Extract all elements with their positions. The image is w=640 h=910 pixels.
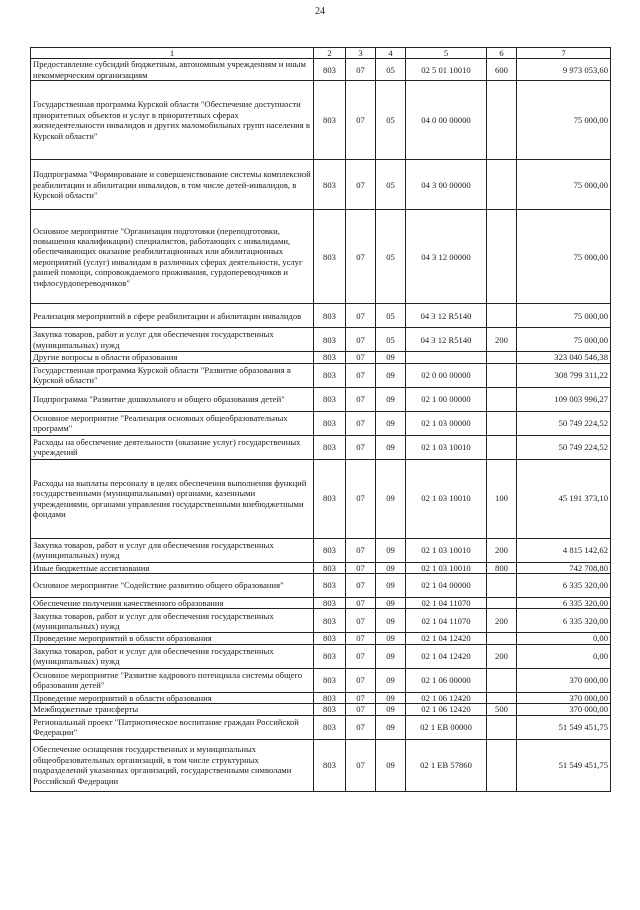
row-code-2: 803 bbox=[314, 304, 346, 328]
row-code-6 bbox=[487, 210, 517, 304]
row-code-2: 803 bbox=[314, 459, 346, 538]
table-row bbox=[31, 459, 611, 538]
row-code-3: 07 bbox=[346, 739, 376, 791]
row-code-4: 09 bbox=[376, 704, 406, 715]
row-amount: 45 191 373,10 bbox=[517, 459, 611, 538]
table-row bbox=[31, 160, 611, 210]
row-amount: 75 000,00 bbox=[517, 81, 611, 160]
table-row bbox=[31, 715, 611, 739]
header-cell: 2 bbox=[314, 48, 346, 59]
row-amount: 9 973 053,60 bbox=[517, 59, 611, 81]
row-amount: 6 335 320,00 bbox=[517, 609, 611, 633]
row-code-2: 803 bbox=[314, 59, 346, 81]
row-amount: 75 000,00 bbox=[517, 160, 611, 210]
header-cell: 3 bbox=[346, 48, 376, 59]
row-code-6: 200 bbox=[487, 328, 517, 352]
row-code-6 bbox=[487, 411, 517, 435]
row-code-4: 09 bbox=[376, 574, 406, 598]
row-code-6 bbox=[487, 598, 517, 609]
row-code-4: 09 bbox=[376, 633, 406, 644]
row-name-cell: Закупка товаров, работ и услуг для обеспечения государственных (муниципальных) нужд bbox=[31, 328, 314, 352]
row-name-cell: Закупка товаров, работ и услуг для обеспечения государственных (муниципальных) нужд bbox=[31, 609, 314, 633]
row-code-6 bbox=[487, 633, 517, 644]
row-code-6 bbox=[487, 160, 517, 210]
row-name-cell: Государственная программа Курской области "Обеспечение доступности приоритетных объектов и услуг в приоритетных сферах жизнедеятельности инвалидов и других маломобильных групп населения в Курской области" bbox=[31, 81, 314, 160]
row-code-2: 803 bbox=[314, 644, 346, 668]
row-code-6 bbox=[487, 387, 517, 411]
row-code-3: 07 bbox=[346, 692, 376, 703]
row-code-5: 02 1 06 00000 bbox=[406, 668, 487, 692]
table-row bbox=[31, 668, 611, 692]
row-name-cell: Межбюджетные трансферты bbox=[31, 704, 314, 715]
row-code-6 bbox=[487, 435, 517, 459]
row-code-5: 02 1 04 00000 bbox=[406, 574, 487, 598]
row-code-5: 02 1 03 10010 bbox=[406, 538, 487, 562]
row-amount: 0,00 bbox=[517, 644, 611, 668]
row-amount: 0,00 bbox=[517, 633, 611, 644]
row-code-4: 09 bbox=[376, 609, 406, 633]
row-amount: 50 749 224,52 bbox=[517, 411, 611, 435]
row-name-cell: Подпрограмма "Формирование и совершенствование системы комплексной реабилитации и абилитации инвалидов, в том числе детей-инвалидов, в Курской области" bbox=[31, 160, 314, 210]
row-code-6: 200 bbox=[487, 644, 517, 668]
row-name-cell: Предоставление субсидий бюджетным, автономным учреждениям и иным некоммерческим организациям bbox=[31, 59, 314, 81]
row-amount: 50 749 224,52 bbox=[517, 435, 611, 459]
row-amount: 75 000,00 bbox=[517, 210, 611, 304]
table-row bbox=[31, 328, 611, 352]
row-amount: 308 799 311,22 bbox=[517, 363, 611, 387]
table-row bbox=[31, 210, 611, 304]
table-row bbox=[31, 574, 611, 598]
row-code-3: 07 bbox=[346, 59, 376, 81]
row-amount: 4 815 142,62 bbox=[517, 538, 611, 562]
row-code-4: 09 bbox=[376, 715, 406, 739]
table-row bbox=[31, 411, 611, 435]
row-code-6 bbox=[487, 692, 517, 703]
row-amount: 75 000,00 bbox=[517, 328, 611, 352]
row-code-4: 09 bbox=[376, 435, 406, 459]
row-code-5: 02 1 00 00000 bbox=[406, 387, 487, 411]
row-amount: 6 335 320,00 bbox=[517, 574, 611, 598]
row-name-cell: Закупка товаров, работ и услуг для обеспечения государственных (муниципальных) нужд bbox=[31, 538, 314, 562]
row-code-3: 07 bbox=[346, 328, 376, 352]
row-code-5: 02 1 ЕВ 00000 bbox=[406, 715, 487, 739]
table-row bbox=[31, 704, 611, 715]
row-code-3: 07 bbox=[346, 562, 376, 573]
row-code-5: 04 3 12 00000 bbox=[406, 210, 487, 304]
row-code-5: 02 1 04 11070 bbox=[406, 598, 487, 609]
table-row bbox=[31, 304, 611, 328]
row-code-2: 803 bbox=[314, 411, 346, 435]
row-code-2: 803 bbox=[314, 435, 346, 459]
row-code-5: 04 3 12 R5140 bbox=[406, 304, 487, 328]
row-code-3: 07 bbox=[346, 538, 376, 562]
table-row bbox=[31, 352, 611, 363]
row-code-2: 803 bbox=[314, 609, 346, 633]
row-name-cell: Реализация мероприятий в сфере реабилитации и абилитации инвалидов bbox=[31, 304, 314, 328]
row-code-6 bbox=[487, 363, 517, 387]
row-name-cell: Иные бюджетные ассигнования bbox=[31, 562, 314, 573]
row-code-5: 02 0 00 00000 bbox=[406, 363, 487, 387]
row-code-4: 09 bbox=[376, 562, 406, 573]
budget-table bbox=[30, 47, 611, 792]
row-code-4: 09 bbox=[376, 668, 406, 692]
row-code-5: 02 1 06 12420 bbox=[406, 692, 487, 703]
table-row bbox=[31, 598, 611, 609]
table-row bbox=[31, 435, 611, 459]
row-name-cell: Обеспечение получения качественного образования bbox=[31, 598, 314, 609]
table-row bbox=[31, 81, 611, 160]
row-code-4: 05 bbox=[376, 328, 406, 352]
row-code-2: 803 bbox=[314, 352, 346, 363]
row-code-2: 803 bbox=[314, 704, 346, 715]
row-code-4: 05 bbox=[376, 210, 406, 304]
row-amount: 742 708,80 bbox=[517, 562, 611, 573]
table-row bbox=[31, 739, 611, 791]
row-code-5: 04 3 12 R5140 bbox=[406, 328, 487, 352]
row-code-2: 803 bbox=[314, 160, 346, 210]
row-name-cell: Подпрограмма "Развитие дошкольного и общего образования детей" bbox=[31, 387, 314, 411]
table-row bbox=[31, 59, 611, 81]
row-code-2: 803 bbox=[314, 598, 346, 609]
header-cell: 1 bbox=[31, 48, 314, 59]
row-code-5: 02 1 06 12420 bbox=[406, 704, 487, 715]
row-code-5: 02 1 03 00000 bbox=[406, 411, 487, 435]
row-name-cell: Закупка товаров, работ и услуг для обеспечения государственных (муниципальных) нужд bbox=[31, 644, 314, 668]
row-code-5: 02 1 04 12420 bbox=[406, 633, 487, 644]
row-name-cell: Проведение мероприятий в области образования bbox=[31, 692, 314, 703]
row-name-cell: Основное мероприятие "Развитие кадрового потенциала системы общего образования детей" bbox=[31, 668, 314, 692]
row-code-3: 07 bbox=[346, 633, 376, 644]
row-amount: 51 549 451,75 bbox=[517, 715, 611, 739]
row-code-4: 09 bbox=[376, 411, 406, 435]
row-code-3: 07 bbox=[346, 210, 376, 304]
row-code-4: 05 bbox=[376, 304, 406, 328]
page-number: 24 bbox=[315, 6, 325, 17]
table-row bbox=[31, 538, 611, 562]
row-code-2: 803 bbox=[314, 739, 346, 791]
row-code-3: 07 bbox=[346, 160, 376, 210]
row-name-cell: Региональный проект "Патриотическое воспитание граждан Российской Федерации" bbox=[31, 715, 314, 739]
row-name-cell: Расходы на выплаты персоналу в целях обеспечения выполнения функций государственными (муниципальными) органами, казенными учреждениями, органами управления государственными внебюджетными фондами bbox=[31, 459, 314, 538]
row-code-4: 05 bbox=[376, 81, 406, 160]
row-name-cell: Государственная программа Курской области "Развитие образования в Курской области" bbox=[31, 363, 314, 387]
row-code-3: 07 bbox=[346, 574, 376, 598]
row-code-4: 09 bbox=[376, 644, 406, 668]
row-code-4: 09 bbox=[376, 538, 406, 562]
table-row bbox=[31, 363, 611, 387]
row-amount: 109 003 996,27 bbox=[517, 387, 611, 411]
header-cell: 5 bbox=[406, 48, 487, 59]
table-row bbox=[31, 387, 611, 411]
row-code-2: 803 bbox=[314, 81, 346, 160]
row-code-4: 05 bbox=[376, 160, 406, 210]
row-code-2: 803 bbox=[314, 574, 346, 598]
table-row bbox=[31, 609, 611, 633]
row-amount: 370 000,00 bbox=[517, 692, 611, 703]
row-code-3: 07 bbox=[346, 411, 376, 435]
row-code-2: 803 bbox=[314, 562, 346, 573]
row-amount: 370 000,00 bbox=[517, 704, 611, 715]
row-code-5: 02 1 04 11070 bbox=[406, 609, 487, 633]
row-code-4: 09 bbox=[376, 739, 406, 791]
row-code-6: 200 bbox=[487, 609, 517, 633]
header-cell: 6 bbox=[487, 48, 517, 59]
table-row bbox=[31, 692, 611, 703]
row-code-3: 07 bbox=[346, 704, 376, 715]
row-amount: 75 000,00 bbox=[517, 304, 611, 328]
row-code-5 bbox=[406, 352, 487, 363]
table-row bbox=[31, 633, 611, 644]
row-code-4: 09 bbox=[376, 598, 406, 609]
row-code-2: 803 bbox=[314, 715, 346, 739]
row-name-cell: Расходы на обеспечение деятельности (оказание услуг) государственных учреждений bbox=[31, 435, 314, 459]
row-code-3: 07 bbox=[346, 304, 376, 328]
row-code-6: 600 bbox=[487, 59, 517, 81]
row-code-5: 02 1 03 10010 bbox=[406, 459, 487, 538]
row-code-3: 07 bbox=[346, 609, 376, 633]
row-code-3: 07 bbox=[346, 435, 376, 459]
row-code-6 bbox=[487, 352, 517, 363]
row-code-3: 07 bbox=[346, 363, 376, 387]
row-code-2: 803 bbox=[314, 633, 346, 644]
row-code-3: 07 bbox=[346, 598, 376, 609]
row-code-6 bbox=[487, 668, 517, 692]
row-code-6 bbox=[487, 304, 517, 328]
row-code-6: 200 bbox=[487, 538, 517, 562]
row-code-4: 09 bbox=[376, 387, 406, 411]
row-code-6 bbox=[487, 715, 517, 739]
row-code-6 bbox=[487, 81, 517, 160]
row-code-6 bbox=[487, 574, 517, 598]
row-amount: 370 000,00 bbox=[517, 668, 611, 692]
row-amount: 323 040 546,38 bbox=[517, 352, 611, 363]
row-code-2: 803 bbox=[314, 538, 346, 562]
row-code-3: 07 bbox=[346, 352, 376, 363]
row-code-4: 09 bbox=[376, 363, 406, 387]
table-row bbox=[31, 644, 611, 668]
row-code-4: 09 bbox=[376, 692, 406, 703]
row-code-2: 803 bbox=[314, 328, 346, 352]
row-code-5: 02 1 03 10010 bbox=[406, 562, 487, 573]
header-row bbox=[31, 48, 611, 59]
row-name-cell: Обеспечение оснащения государственных и муниципальных общеобразовательных организаций, в том числе структурных подразделений указанных организаций, государственными символами Российской Федерации bbox=[31, 739, 314, 791]
row-code-2: 803 bbox=[314, 387, 346, 411]
row-code-3: 07 bbox=[346, 644, 376, 668]
row-code-6: 800 bbox=[487, 562, 517, 573]
row-code-5: 02 1 ЕВ 57860 bbox=[406, 739, 487, 791]
header-cell: 7 bbox=[517, 48, 611, 59]
row-code-2: 803 bbox=[314, 363, 346, 387]
row-amount: 6 335 320,00 bbox=[517, 598, 611, 609]
row-code-4: 05 bbox=[376, 59, 406, 81]
row-code-6: 100 bbox=[487, 459, 517, 538]
row-code-5: 02 5 01 10010 bbox=[406, 59, 487, 81]
row-code-3: 07 bbox=[346, 668, 376, 692]
row-code-6: 500 bbox=[487, 704, 517, 715]
row-code-3: 07 bbox=[346, 715, 376, 739]
row-name-cell: Основное мероприятие "Организация подготовки (переподготовки, повышения квалификации) специалистов, работающих с инвалидами, обеспечивающих оказание реабилитационных или абилитационных мероприятий (услуг) инвалидам в различных сферах деятельности, услуг ранней помощи, сопровождаемого проживания, сурдопереводчиков и тифлосурдопереводчиков" bbox=[31, 210, 314, 304]
row-code-5: 02 1 03 10010 bbox=[406, 435, 487, 459]
row-code-3: 07 bbox=[346, 459, 376, 538]
row-name-cell: Основное мероприятие "Реализация основных общеобразовательных программ" bbox=[31, 411, 314, 435]
row-code-5: 02 1 04 12420 bbox=[406, 644, 487, 668]
header-cell: 4 bbox=[376, 48, 406, 59]
row-code-4: 09 bbox=[376, 459, 406, 538]
row-code-2: 803 bbox=[314, 692, 346, 703]
row-code-3: 07 bbox=[346, 81, 376, 160]
table-row bbox=[31, 562, 611, 573]
row-amount: 51 549 451,75 bbox=[517, 739, 611, 791]
row-name-cell: Другие вопросы в области образования bbox=[31, 352, 314, 363]
row-code-5: 04 0 00 00000 bbox=[406, 81, 487, 160]
row-code-3: 07 bbox=[346, 387, 376, 411]
row-code-2: 803 bbox=[314, 668, 346, 692]
row-code-2: 803 bbox=[314, 210, 346, 304]
row-name-cell: Основное мероприятие "Содействие развитию общего образования" bbox=[31, 574, 314, 598]
row-code-4: 09 bbox=[376, 352, 406, 363]
row-code-6 bbox=[487, 739, 517, 791]
row-name-cell: Проведение мероприятий в области образования bbox=[31, 633, 314, 644]
row-code-5: 04 3 00 00000 bbox=[406, 160, 487, 210]
